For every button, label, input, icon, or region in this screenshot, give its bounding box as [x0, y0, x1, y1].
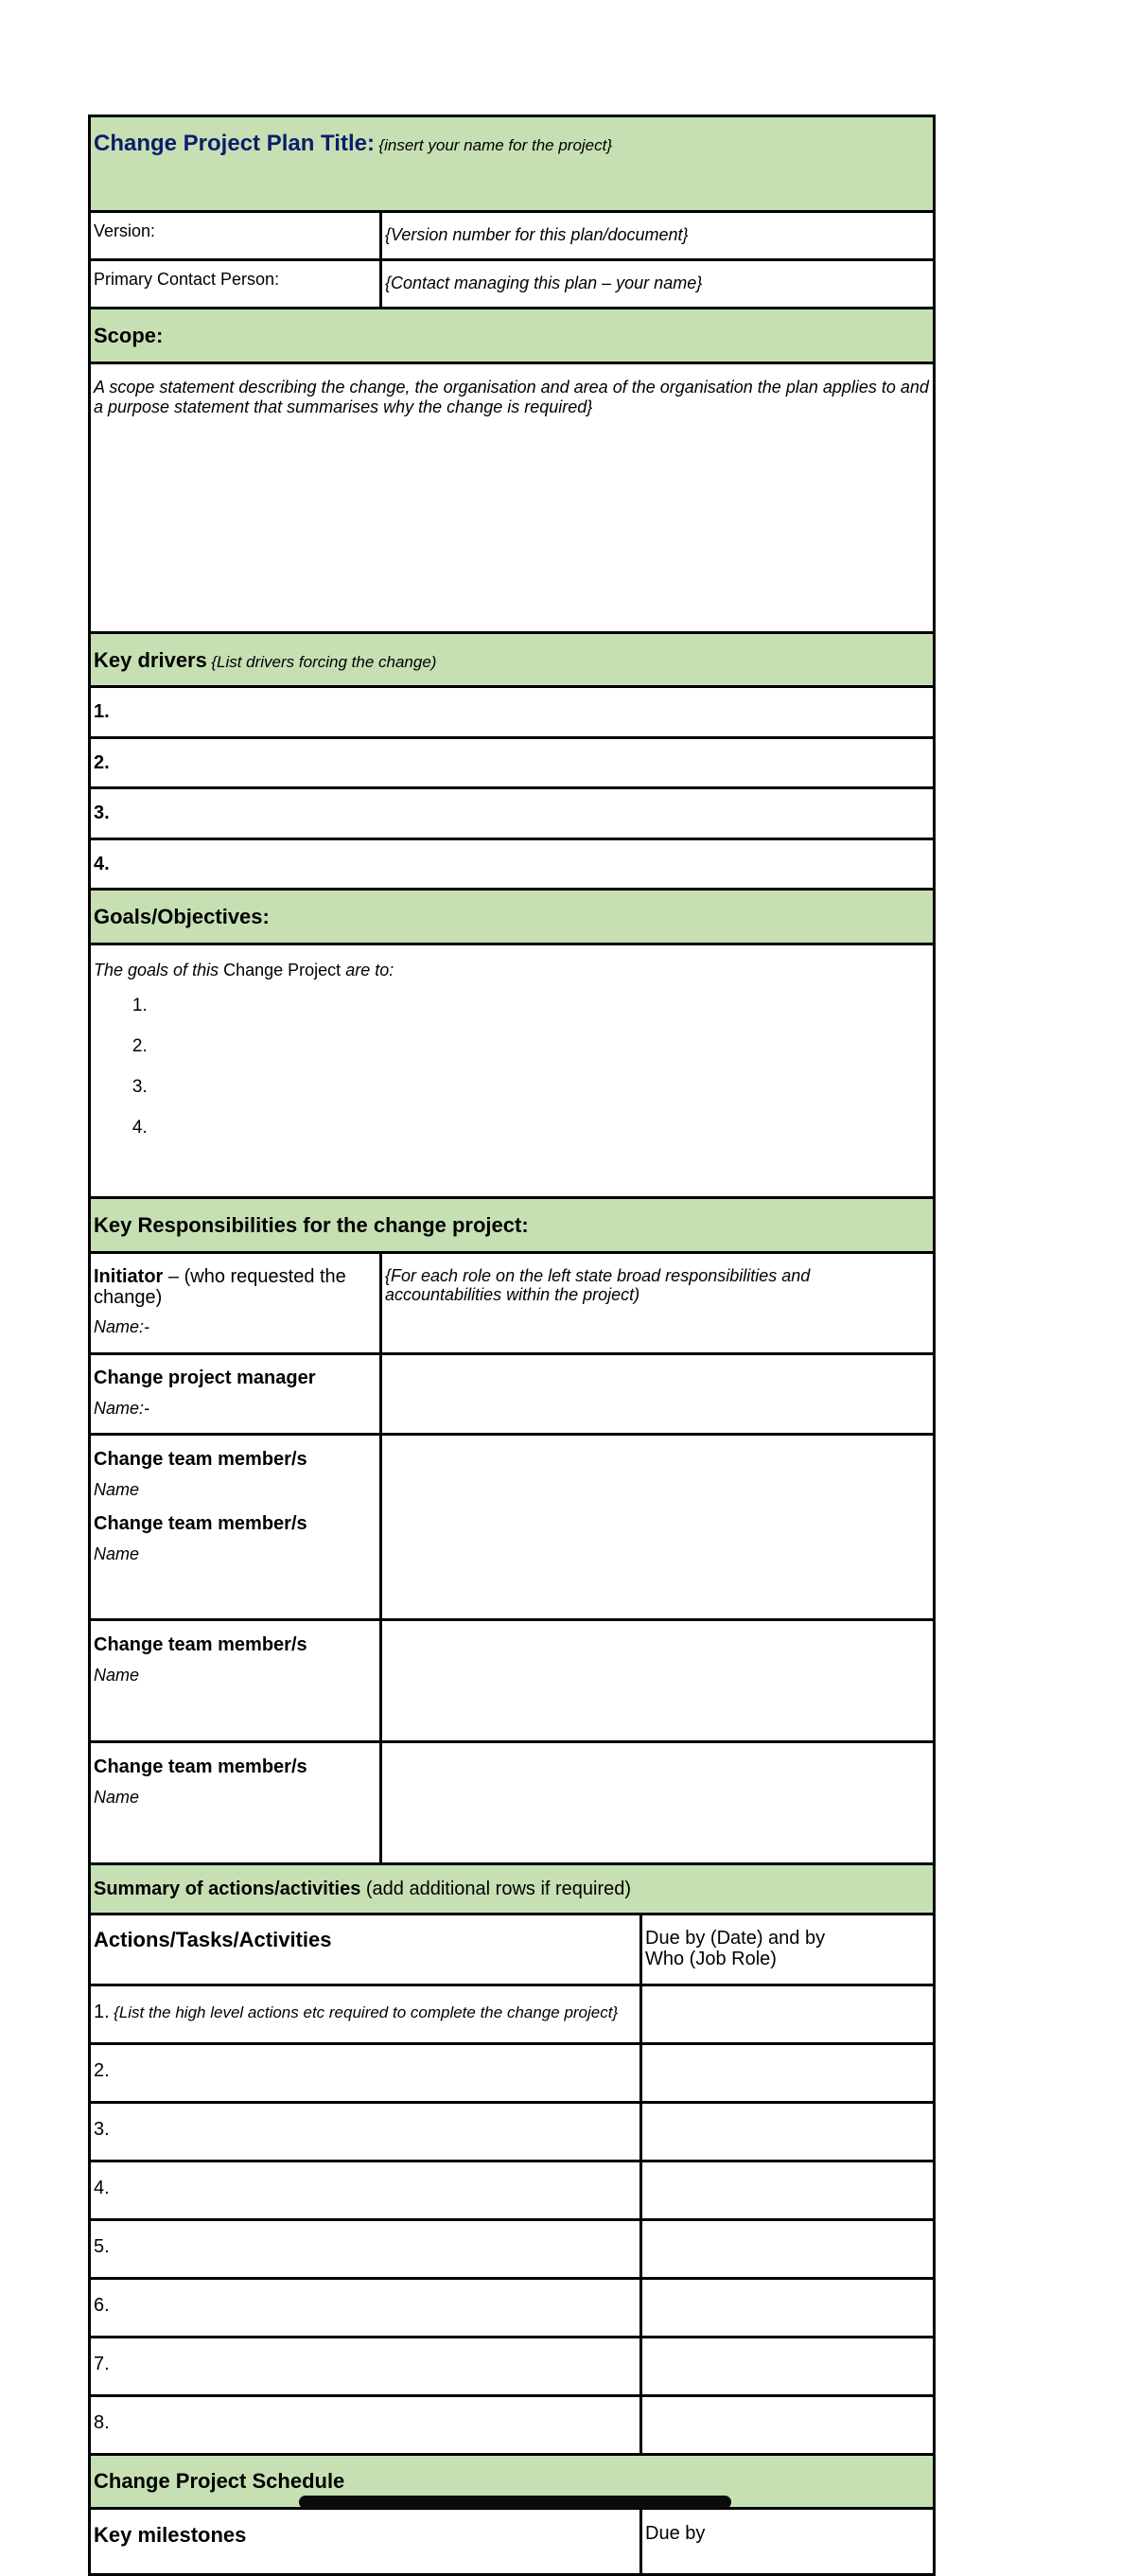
team-member-name: Name [94, 1666, 140, 1685]
initiator-cell[interactable] [91, 1254, 379, 1352]
version-value-cell[interactable] [379, 213, 933, 258]
responsibilities-heading-row [88, 1199, 936, 1254]
initiator-note: {For each role on the left state broad responsibilities and accountabilities within the project) [385, 1266, 811, 1304]
horizontal-scrollbar[interactable] [299, 2496, 731, 2509]
scope-heading-row [88, 309, 936, 364]
action-task-cell[interactable] [91, 2221, 639, 2277]
team-member-label: Change team member/s [94, 1756, 307, 1777]
team-member-note-cell[interactable] [379, 1436, 933, 1618]
goal-item[interactable] [152, 1077, 930, 1118]
action-row [88, 2338, 936, 2397]
action-number: 8. [94, 2412, 110, 2433]
scope-text: A scope statement describing the change, the organisation and area of the organisation the plan applies to and a purpose statement that summarises why the change is required} [94, 378, 929, 416]
driver-number: 3. [94, 803, 110, 823]
version-label: Version: [94, 221, 156, 240]
initiator-name: Name:- [94, 1317, 150, 1336]
team-member-row [88, 1621, 936, 1743]
team-member-name: Name [94, 1544, 140, 1563]
action-number: 4. [94, 2178, 110, 2198]
action-row [88, 2162, 936, 2221]
plan-title: Change Project Plan Title: [94, 131, 375, 156]
initiator-note-cell[interactable] [379, 1254, 933, 1352]
team-member-label: Change team member/s [94, 1513, 307, 1534]
goals-list [94, 996, 930, 1158]
action-due-cell[interactable] [639, 2338, 933, 2394]
actions-col-tasks: Actions/Tasks/Activities [94, 1928, 332, 1951]
team-member-name: Name [94, 1788, 140, 1807]
manager-cell[interactable] [91, 1355, 379, 1433]
drivers-heading-row [88, 634, 936, 688]
drivers-hint: {List drivers forcing the change) [211, 653, 437, 671]
actions-heading: Summary of actions/activities [94, 1879, 361, 1899]
plan-title-hint: {insert your name for the project} [378, 136, 613, 154]
contact-value: {Contact managing this plan – your name} [385, 273, 703, 292]
schedule-heading: Change Project Schedule [94, 2469, 345, 2493]
action-number: 5. [94, 2236, 110, 2257]
action-task-cell[interactable] [91, 1986, 639, 2042]
goals-heading: Goals/Objectives: [94, 905, 270, 928]
actions-heading-row [88, 1865, 936, 1915]
goal-item[interactable] [152, 1036, 930, 1077]
change-project-plan-form [88, 115, 936, 2576]
action-due-cell[interactable] [639, 2045, 933, 2101]
contact-row [88, 261, 936, 309]
scope-heading: Scope: [94, 324, 164, 347]
schedule-header-row [88, 2510, 936, 2576]
driver-number: 1. [94, 701, 110, 722]
action-number: 3. [94, 2119, 110, 2140]
initiator-label: Initiator [94, 1266, 164, 1287]
action-row [88, 2045, 936, 2104]
driver-row[interactable] [88, 789, 936, 840]
manager-row [88, 1355, 936, 1436]
drivers-heading: Key drivers [94, 648, 207, 672]
title-row [88, 115, 936, 213]
driver-row[interactable] [88, 739, 936, 789]
team-member-cell[interactable] [91, 1743, 379, 1862]
action-due-cell[interactable] [639, 2397, 933, 2453]
schedule-col-milestones: Key milestones [94, 2523, 247, 2547]
action-row [88, 2280, 936, 2338]
action-task-cell[interactable] [91, 2162, 639, 2218]
manager-note-cell[interactable] [379, 1355, 933, 1433]
action-task-cell[interactable] [91, 2280, 639, 2336]
team-member-label: Change team member/s [94, 1449, 307, 1470]
driver-number: 4. [94, 854, 110, 874]
goals-intro: The goals of this Change Project are to: [94, 961, 394, 979]
action-row [88, 2221, 936, 2280]
goals-body-row [88, 945, 936, 1199]
team-member-row [88, 1743, 936, 1865]
action-due-cell[interactable] [639, 2104, 933, 2160]
goal-item[interactable] [152, 996, 930, 1036]
action-task-cell[interactable] [91, 2045, 639, 2101]
version-label-cell [91, 213, 379, 258]
action-due-cell[interactable] [639, 1986, 933, 2042]
contact-label-cell [91, 261, 379, 307]
action-due-cell[interactable] [639, 2221, 933, 2277]
driver-row[interactable] [88, 840, 936, 891]
contact-value-cell[interactable] [379, 261, 933, 307]
team-member-note-cell[interactable] [379, 1621, 933, 1740]
initiator-suffix: – (who requested the change) [94, 1266, 346, 1308]
responsibilities-heading: Key Responsibilities for the change project: [94, 1213, 529, 1237]
actions-header-row [88, 1915, 936, 1986]
team-member-name: Name [94, 1480, 140, 1499]
action-due-cell[interactable] [639, 2280, 933, 2336]
action-number: 1. [94, 2002, 110, 2022]
title-cell[interactable] [91, 117, 933, 210]
actions-heading-suffix: (add additional rows if required) [365, 1879, 632, 1899]
team-member-note-cell[interactable] [379, 1743, 933, 1862]
action-row [88, 1986, 936, 2045]
manager-name: Name:- [94, 1399, 150, 1418]
action-number: 6. [94, 2295, 110, 2316]
team-member-row [88, 1436, 936, 1621]
action-due-cell[interactable] [639, 2162, 933, 2218]
action-number: 2. [94, 2060, 110, 2081]
action-row [88, 2104, 936, 2162]
action-number: 7. [94, 2354, 110, 2374]
action-hint: {List the high level actions etc required to complete the change project} [114, 2003, 619, 2021]
goals-heading-row [88, 891, 936, 945]
action-task-cell[interactable] [91, 2397, 639, 2453]
contact-label: Primary Contact Person: [94, 270, 280, 289]
action-task-cell[interactable] [91, 2104, 639, 2160]
schedule-col-due: Due by [645, 2523, 706, 2544]
scope-body-row [88, 364, 936, 634]
goals-text-cell[interactable] [91, 945, 933, 1196]
version-row [88, 213, 936, 261]
manager-label: Change project manager [94, 1367, 316, 1388]
team-member-cell[interactable] [91, 1621, 379, 1740]
driver-number: 2. [94, 752, 110, 773]
team-member-cell[interactable] [91, 1436, 379, 1618]
team-member-label: Change team member/s [94, 1634, 307, 1655]
driver-row[interactable] [88, 688, 936, 739]
action-row [88, 2397, 936, 2456]
initiator-row [88, 1254, 936, 1355]
actions-col-due: Due by (Date) and by Who (Job Role) [639, 1915, 933, 1984]
goal-item[interactable] [152, 1118, 930, 1158]
scope-text-cell[interactable] [91, 364, 933, 631]
action-task-cell[interactable] [91, 2338, 639, 2394]
version-value: {Version number for this plan/document} [385, 225, 689, 244]
